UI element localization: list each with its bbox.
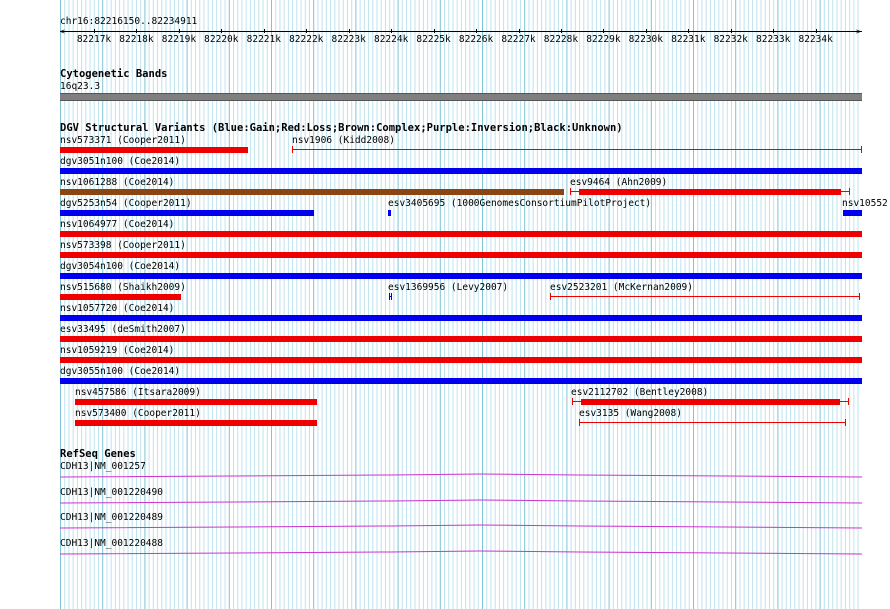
variant-label[interactable]: nsv1061288 (Coe2014) bbox=[60, 177, 175, 188]
variant-bar[interactable] bbox=[388, 210, 391, 216]
variant-label[interactable]: esv3135 (Wang2008) bbox=[579, 408, 682, 419]
variant-core bbox=[581, 399, 840, 405]
gene-label[interactable]: CDH13|NM_001257 bbox=[60, 461, 146, 472]
variant-label[interactable]: dgv3054n100 (Coe2014) bbox=[60, 261, 181, 272]
location-label: chr16:82216150..82234911 bbox=[60, 16, 198, 27]
gene-model[interactable] bbox=[60, 548, 862, 556]
ruler-tick bbox=[646, 29, 647, 33]
variant-label[interactable]: nsv1059219 (Coe2014) bbox=[60, 345, 175, 356]
cytoband-track-title: Cytogenetic Bands bbox=[60, 68, 168, 80]
ruler-tick-label: 82223k bbox=[331, 34, 366, 45]
ruler-tick bbox=[349, 29, 350, 33]
variant-span-line bbox=[550, 296, 860, 297]
ruler-tick-label: 82230k bbox=[628, 34, 664, 45]
variant-bar[interactable] bbox=[60, 294, 181, 300]
variant-bar[interactable] bbox=[572, 398, 849, 406]
ruler-tick-label: 82222k bbox=[289, 34, 324, 45]
variant-label[interactable]: dgv5253n54 (Cooper2011) bbox=[60, 198, 192, 209]
variant-label[interactable]: nsv1906 (Kidd2008) bbox=[292, 135, 395, 146]
ruler-tick-label: 82220k bbox=[204, 34, 239, 45]
variant-bar[interactable] bbox=[60, 315, 862, 321]
ruler-arrow-right: > bbox=[856, 27, 861, 36]
ruler-tick-label: 82228k bbox=[543, 34, 579, 45]
gene-model[interactable] bbox=[60, 497, 862, 505]
variant-bar[interactable] bbox=[75, 399, 317, 405]
variant-bar[interactable] bbox=[60, 231, 862, 237]
variant-cap-right bbox=[848, 398, 849, 405]
variant-label[interactable]: nsv573398 (Cooper2011) bbox=[60, 240, 186, 251]
variant-cap-left bbox=[579, 419, 580, 426]
variant-label[interactable]: nsv573371 (Cooper2011) bbox=[60, 135, 186, 146]
ruler-tick bbox=[731, 29, 732, 33]
ruler-tick-label: 82227k bbox=[501, 34, 536, 45]
variant-cap-right bbox=[845, 419, 846, 426]
ruler-tick-label: 82231k bbox=[671, 34, 706, 45]
variant-label[interactable]: nsv1057720 (Coe2014) bbox=[60, 303, 175, 314]
variant-label[interactable]: dgv3051n100 (Coe2014) bbox=[60, 156, 181, 167]
variant-label[interactable]: nsv573400 (Cooper2011) bbox=[75, 408, 201, 419]
variant-bar[interactable] bbox=[550, 293, 860, 301]
variant-bar[interactable] bbox=[75, 420, 317, 426]
variant-cap-right bbox=[859, 293, 860, 300]
variant-label[interactable]: esv2523201 (McKernan2009) bbox=[550, 282, 693, 293]
ruler-tick-label: 82225k bbox=[416, 34, 451, 45]
ruler-tick bbox=[688, 29, 689, 33]
gene-label[interactable]: CDH13|NM_001220490 bbox=[60, 486, 163, 498]
variant-label[interactable]: nsv457586 (Itsara2009) bbox=[75, 387, 201, 398]
ruler-tick bbox=[391, 29, 392, 33]
ruler-tick-label: 82234k bbox=[798, 34, 833, 45]
gene-model[interactable] bbox=[60, 522, 862, 530]
variant-bar[interactable] bbox=[60, 357, 862, 363]
ruler-tick bbox=[773, 29, 774, 33]
variant-label[interactable]: esv9464 (Ahn2009) bbox=[570, 177, 668, 188]
variant-label[interactable]: esv3405695 (1000GenomesConsortiumPilotProject) bbox=[388, 198, 652, 209]
gene-intron-line bbox=[60, 551, 862, 554]
variant-bar[interactable] bbox=[60, 210, 314, 216]
ruler-tick-label: 82221k bbox=[246, 34, 281, 45]
ruler-tick-label: 82217k bbox=[76, 34, 112, 45]
ruler-tick-label: 82233k bbox=[756, 34, 791, 45]
variant-label[interactable]: esv33495 (deSmith2007) bbox=[60, 324, 186, 335]
cytoband-bar[interactable] bbox=[60, 93, 862, 101]
dgv-track-title: DGV Structural Variants (Blue:Gain;Red:Loss;Brown:Complex;Purple:Inversion;Black:Unknown) bbox=[60, 122, 623, 134]
gene-intron-line bbox=[60, 474, 862, 477]
variant-span-line bbox=[292, 149, 862, 150]
variant-bar[interactable] bbox=[60, 378, 862, 384]
ruler-tick-label: 82218k bbox=[119, 34, 154, 45]
variant-core bbox=[579, 189, 841, 195]
variant-cap-left bbox=[550, 293, 551, 300]
variant-bar[interactable] bbox=[60, 336, 862, 342]
variant-bar[interactable] bbox=[60, 168, 862, 174]
variant-label[interactable]: esv2112702 (Bentley2008) bbox=[571, 387, 709, 398]
cytoband-label: 16q23.3 bbox=[60, 81, 101, 92]
refseq-track-title: RefSeq Genes bbox=[60, 448, 136, 460]
ruler[interactable] bbox=[60, 28, 862, 48]
variant-cap-right bbox=[391, 293, 392, 300]
ruler-tick-label: 82226k bbox=[458, 34, 494, 45]
ruler-tick-label: 82229k bbox=[586, 34, 621, 45]
ruler-line bbox=[60, 31, 862, 32]
variant-label[interactable]: nsv10552 bbox=[842, 198, 888, 209]
ruler-arrow-left: < bbox=[60, 27, 65, 36]
ruler-tick bbox=[434, 29, 435, 33]
variant-span-line bbox=[579, 422, 846, 423]
variant-bar[interactable] bbox=[570, 188, 850, 196]
gene-label[interactable]: CDH13|NM_001220488 bbox=[60, 537, 163, 549]
ruler-tick bbox=[264, 29, 265, 33]
variant-cap-left bbox=[570, 188, 571, 195]
gene-intron-line bbox=[60, 525, 862, 528]
variant-cap-right bbox=[849, 188, 850, 195]
ruler-tick bbox=[136, 29, 137, 33]
variant-cap-left bbox=[292, 146, 293, 153]
variant-cap-right bbox=[861, 146, 862, 153]
variant-cap-left bbox=[572, 398, 573, 405]
variant-cap-left bbox=[389, 293, 390, 300]
ruler-tick bbox=[816, 29, 817, 33]
gene-label[interactable]: CDH13|NM_001220489 bbox=[60, 512, 163, 523]
variant-bar[interactable] bbox=[389, 293, 392, 301]
ruler-tick-label: 82232k bbox=[713, 34, 748, 45]
ruler-tick bbox=[519, 29, 520, 33]
variant-label[interactable]: esv1369956 (Levy2007) bbox=[388, 282, 509, 293]
variant-bar[interactable] bbox=[60, 273, 862, 279]
ruler-tick bbox=[94, 29, 95, 33]
ruler-tick-label: 82219k bbox=[161, 34, 197, 45]
ruler-tick bbox=[476, 29, 477, 33]
variant-bar[interactable] bbox=[60, 189, 564, 195]
ruler-tick bbox=[561, 29, 562, 33]
ruler-tick bbox=[603, 29, 604, 33]
variant-bar[interactable] bbox=[60, 252, 862, 258]
ruler-tick bbox=[179, 29, 180, 33]
ruler-tick-label: 82224k bbox=[373, 34, 409, 45]
variant-label[interactable]: nsv1064977 (Coe2014) bbox=[60, 219, 175, 230]
variant-bar[interactable] bbox=[843, 210, 862, 216]
variant-label[interactable]: dgv3055n100 (Coe2014) bbox=[60, 366, 181, 377]
variant-bar[interactable] bbox=[60, 147, 248, 153]
gene-model[interactable] bbox=[60, 471, 862, 479]
variant-bar[interactable] bbox=[292, 146, 862, 154]
gene-intron-line bbox=[60, 500, 862, 503]
grid-background bbox=[60, 0, 862, 609]
ruler-tick bbox=[306, 29, 307, 33]
variant-label[interactable]: nsv515680 (Shaikh2009) bbox=[60, 282, 186, 293]
ruler-tick bbox=[221, 29, 222, 33]
variant-bar[interactable] bbox=[579, 419, 846, 427]
